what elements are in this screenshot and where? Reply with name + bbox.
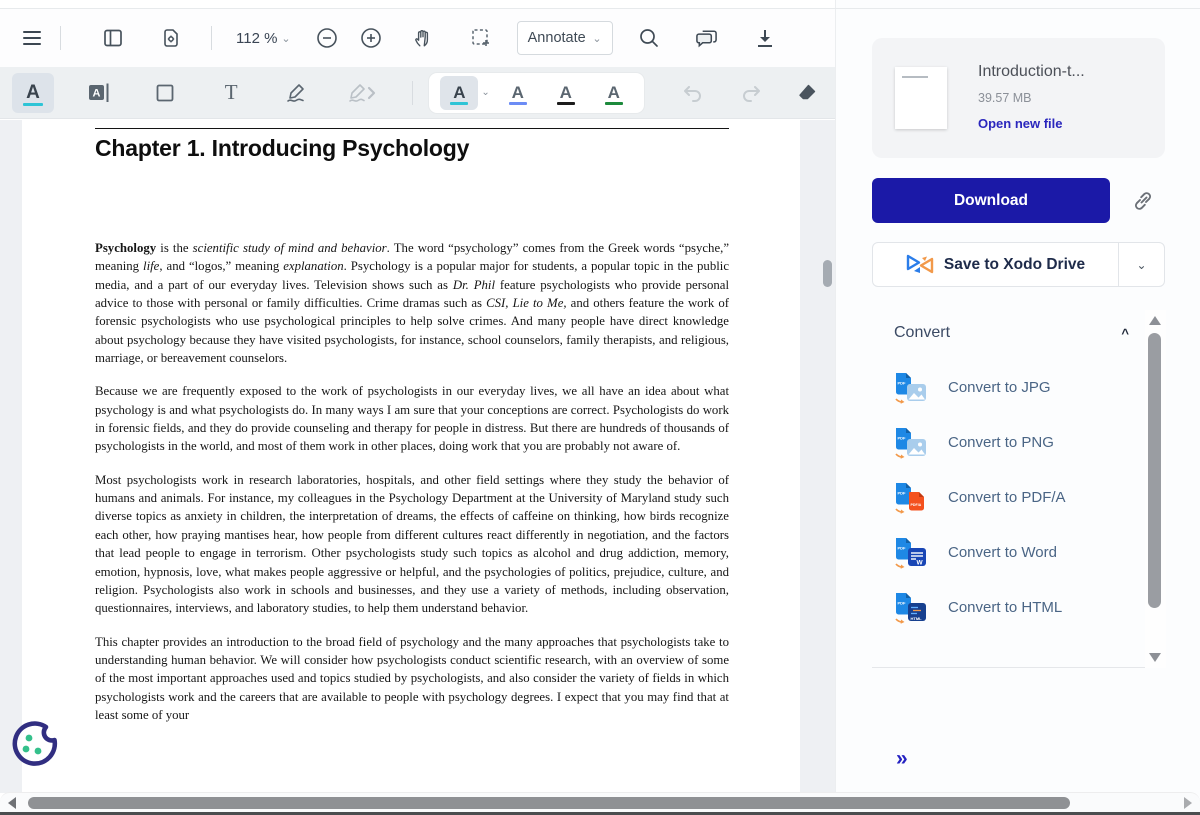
- hand-icon: [412, 27, 434, 49]
- scroll-left-arrow[interactable]: [8, 797, 16, 809]
- scroll-down-arrow[interactable]: [1149, 653, 1161, 662]
- toolbar-divider: [211, 26, 212, 50]
- undo-button[interactable]: [672, 73, 714, 113]
- document-paragraph: Most psychologists work in research laboratories, hospitals, and other field settings where they study the behavior of humans and animals. For instance, my colleagues in the Psychology Department at the University of Maryland study such diverse topics as anxiety in children, the interpretation of dreams, the effects of caffeine on thinking, how birds recognize each other, how praying mantises hear, how people from different cultures react differently in negotiation, and the factors that lead people to engage in terrorism. Other psychologists study such topics as alcohol and drug addiction, memory, emotion, hypnosis, love, what makes people aggressive or helpful, and the psychologies of politics, prejudice, culture, and religion. Psychologists also work in schools and businesses, and they use a variety of methods, including observation, questionnaires, interviews, and laboratory studies, to help them understand behavior.: [95, 472, 729, 616]
- download-icon: [755, 28, 775, 49]
- redo-icon: [740, 83, 762, 103]
- request-signature-button[interactable]: [342, 73, 384, 113]
- copy-link-icon[interactable]: [1131, 189, 1155, 213]
- horizontal-scrollbar: [0, 792, 1200, 812]
- convert-png-icon: [890, 425, 930, 461]
- save-options-chevron[interactable]: [1118, 243, 1164, 286]
- scroll-right-arrow[interactable]: [1184, 797, 1192, 809]
- convert-item-label: Convert to HTML: [948, 599, 1063, 616]
- convert-item-pdfa[interactable]: [890, 470, 1130, 525]
- chevron-down-icon[interactable]: ⌄: [481, 87, 490, 98]
- convert-item-label: Convert to JPG: [948, 379, 1051, 396]
- document-paragraph: Because we are frequently exposed to the work of psychologists in our everyday lives, we all have an idea about what psychology is and what psychologists do. In many ways I am sure that your conceptions are correct. Psychologists do work in forensic fields, and they do provide counseling and therapy for people in distress. But there are hundreds of thousands of psychologists in the world, and most of them work in other places, doing work that you are probably not aware of.: [95, 384, 729, 454]
- highlight-color-blue-button[interactable]: [499, 76, 537, 110]
- annotate-toolbar: [0, 67, 836, 119]
- pen-forward-icon: [348, 82, 378, 104]
- file-name: Introduction-t...: [978, 63, 1085, 80]
- svg-text:W: W: [916, 559, 923, 566]
- convert-word-icon: [890, 535, 930, 571]
- svg-text:PDF: PDF: [897, 600, 906, 605]
- chevron-down-icon: ⌄: [592, 32, 602, 45]
- highlight-tool-button[interactable]: [12, 73, 54, 113]
- page-layout-button[interactable]: [91, 18, 135, 58]
- redo-button[interactable]: [730, 73, 772, 113]
- download-button-toolbar[interactable]: [743, 18, 787, 58]
- save-to-drive-label: Save to Xodo Drive: [943, 255, 1086, 273]
- chevron-down-icon: ⌄: [281, 32, 291, 45]
- convert-collapse-button[interactable]: ^: [1121, 326, 1129, 341]
- search-icon: [638, 27, 660, 49]
- scroll-up-arrow[interactable]: [1149, 316, 1161, 325]
- comments-button[interactable]: [685, 18, 729, 58]
- marquee-select-icon: [470, 27, 492, 49]
- menu-button[interactable]: [10, 18, 54, 58]
- convert-html-icon: [890, 590, 930, 626]
- file-thumbnail: [895, 67, 947, 129]
- convert-item-label: Convert to Word: [948, 544, 1057, 561]
- blue-underline: [509, 102, 527, 105]
- svg-text:PDF: PDF: [897, 380, 906, 385]
- mode-dropdown[interactable]: [517, 21, 613, 55]
- convert-section-title: Convert: [894, 324, 951, 341]
- mode-dropdown-value: Annotate: [527, 30, 586, 46]
- right-panel: [836, 0, 1200, 815]
- convert-item-label: Convert to PNG: [948, 434, 1054, 451]
- pan-tool-button[interactable]: [401, 18, 445, 58]
- eraser-icon: [796, 83, 818, 103]
- document-paragraph: This chapter provides an introduction to the broad field of psychology and the many approaches that psychologists take to understanding human behavior. We will consider how psychologists conduct scientific research, with an overview of some of the most important approaches used and topics studied by psychologists, and also consider the variety of fields in which psychologists work and the careers that are available to people with psychology degrees. I expect that you may find that at least some of your: [95, 634, 729, 722]
- thumbnail-text-line: [902, 76, 928, 78]
- zoom-level-value: 112 %: [236, 29, 278, 47]
- save-to-drive-main: [873, 243, 1118, 286]
- highlight-color-teal-button[interactable]: [440, 76, 478, 110]
- redaction-tool-button[interactable]: [78, 73, 120, 113]
- text-tool-button[interactable]: [210, 73, 252, 113]
- search-button[interactable]: [627, 18, 671, 58]
- hamburger-icon: [23, 31, 41, 45]
- panel-scrollbar: [1145, 310, 1166, 668]
- heading-rule: [95, 128, 729, 129]
- comments-icon: [695, 27, 718, 49]
- green-underline: [605, 102, 623, 105]
- color-a-glyph: A: [511, 82, 524, 102]
- color-a-glyph: A: [559, 82, 572, 102]
- convert-item-png[interactable]: [890, 415, 1130, 470]
- color-a-glyph: A: [607, 82, 620, 102]
- eraser-button[interactable]: [786, 73, 828, 113]
- horizontal-scrollbar-thumb[interactable]: [28, 797, 1070, 809]
- convert-item-word[interactable]: [890, 525, 1130, 580]
- svg-text:PDF/A: PDF/A: [910, 502, 922, 507]
- convert-list: [890, 360, 1130, 635]
- main-toolbar: [0, 9, 836, 67]
- highlight-color-underline: [23, 103, 43, 106]
- pdf-page: [22, 120, 800, 793]
- signature-tool-button[interactable]: [276, 73, 318, 113]
- document-text: [95, 239, 729, 724]
- chapter-heading: Chapter 1. Introducing Psychology: [95, 135, 470, 161]
- toolbar-divider: [60, 26, 61, 50]
- area-select-button[interactable]: [459, 18, 503, 58]
- split-panel-icon: [103, 28, 123, 48]
- svg-text:PDF: PDF: [897, 435, 906, 440]
- zoom-in-icon: [360, 27, 382, 49]
- vertical-scrollbar-thumb[interactable]: [823, 260, 832, 287]
- svg-text:PDF: PDF: [897, 545, 906, 550]
- convert-panel: [872, 308, 1165, 668]
- toolbar-divider: [412, 81, 413, 105]
- svg-text:A: A: [92, 87, 101, 100]
- text-highlight-icon: A: [26, 82, 40, 103]
- panel-scrollbar-thumb[interactable]: [1148, 333, 1161, 608]
- cookie-consent-icon[interactable]: [10, 719, 60, 769]
- document-paragraph: Psychology is the scientific study of mind and behavior. The word “psychology” comes from the Greek words “psyche,” meaning life, and “logos,” meaning explanation. Psychology is a popular major for students, a popular topic in the public media, and a part of our everyday lives. Television shows such as Dr. Phil feature psychologists who provide personal advice to those with personal or family difficulties. Crime dramas such as CSI, Lie to Me, and others feature the work of forensic psychologists who use psychological principles to help solve crimes. And many people have direct knowledge about psychology because they have visited psychologists, for instance, school counselors, family therapists, and religious, marriage, or bereavement counselors.: [95, 241, 730, 366]
- panel-collapse-button[interactable]: »: [896, 747, 908, 770]
- color-a-glyph: A: [453, 82, 466, 102]
- convert-jpg-icon: [890, 370, 930, 406]
- black-underline: [557, 102, 575, 105]
- convert-item-label: Convert to PDF/A: [948, 489, 1066, 506]
- undo-icon: [682, 83, 704, 103]
- chevron-down-icon: ⌄: [1136, 257, 1147, 272]
- highlight-color-green-button[interactable]: [595, 76, 633, 110]
- file-gear-icon: [161, 28, 181, 48]
- free-text-icon: [87, 83, 111, 103]
- highlight-color-group: [429, 73, 643, 113]
- convert-item-html[interactable]: [890, 580, 1130, 635]
- teal-underline: [450, 102, 468, 105]
- zoom-out-button[interactable]: [305, 18, 349, 58]
- shape-tool-button[interactable]: [144, 73, 186, 113]
- document-settings-button[interactable]: [149, 18, 193, 58]
- file-size: 39.57 MB: [978, 91, 1032, 105]
- window-top-border: [0, 8, 1200, 9]
- svg-text:HTML: HTML: [910, 615, 922, 621]
- rectangle-icon: [155, 83, 175, 103]
- highlight-color-black-button[interactable]: [547, 76, 585, 110]
- convert-item-jpg[interactable]: [890, 360, 1130, 415]
- open-new-file-link[interactable]: Open new file: [978, 116, 1063, 131]
- pen-icon: [285, 82, 309, 104]
- save-to-drive-button[interactable]: [872, 242, 1165, 287]
- svg-text:PDF: PDF: [897, 490, 906, 495]
- xodo-logo-icon: [906, 254, 934, 276]
- convert-pdfa-icon: [890, 480, 930, 516]
- text-icon: T: [224, 80, 238, 104]
- download-button[interactable]: Download: [872, 178, 1110, 223]
- file-info-card: [872, 38, 1165, 158]
- zoom-in-button[interactable]: [349, 18, 393, 58]
- zoom-level-control[interactable]: [228, 30, 299, 47]
- zoom-out-icon: [316, 27, 338, 49]
- document-scroll-area[interactable]: [0, 120, 836, 793]
